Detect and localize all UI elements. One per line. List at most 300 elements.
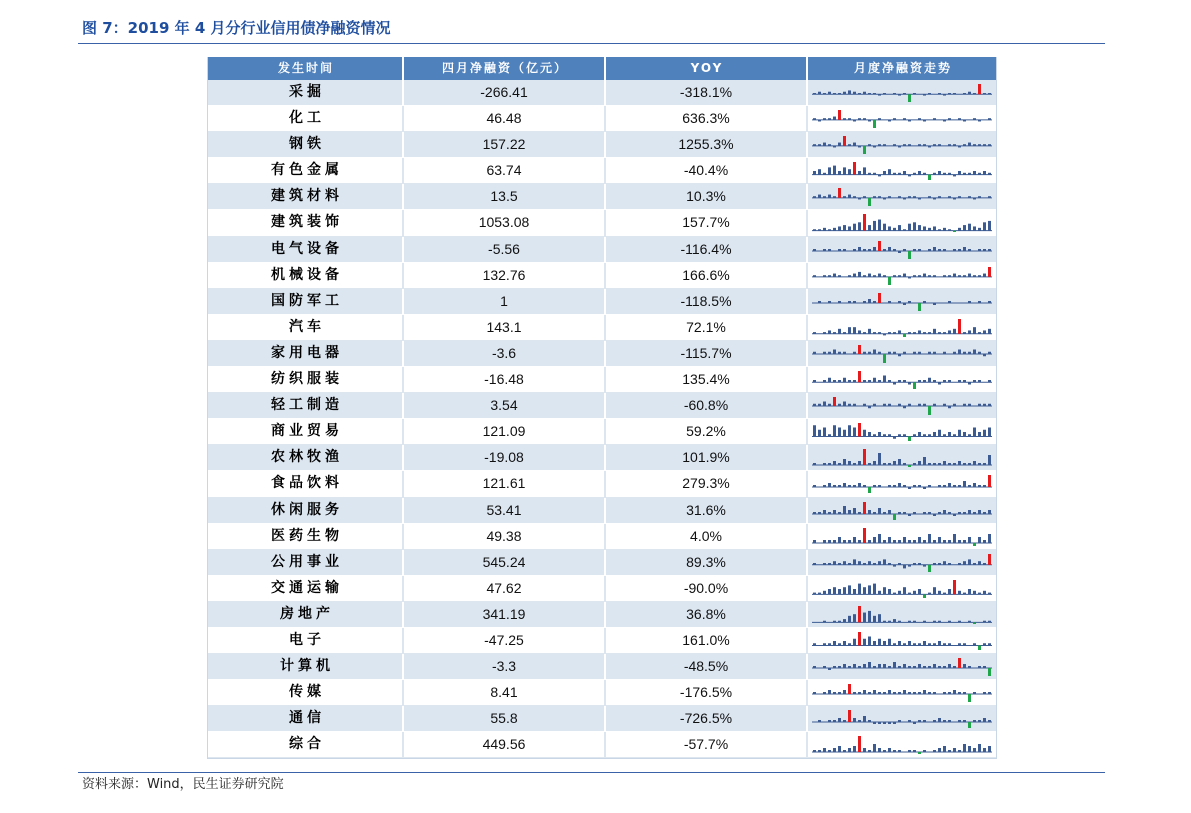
sparkline-bar xyxy=(983,430,986,437)
sparkline-bar xyxy=(903,485,906,487)
sparkline-bar xyxy=(848,169,851,174)
sparkline-bar xyxy=(813,485,816,487)
sparkline-bar xyxy=(898,621,901,623)
sparkline-bar xyxy=(973,349,976,354)
sparkline-bar xyxy=(988,93,991,94)
industry-name: 公用事业 xyxy=(208,550,404,576)
sparkline-bar xyxy=(928,534,931,543)
industry-name: 电子 xyxy=(208,628,404,654)
sparkline-bar xyxy=(913,591,916,595)
sparkline-bar xyxy=(923,94,926,95)
sparkline-bar xyxy=(963,352,966,354)
sparkline-bar xyxy=(883,512,886,514)
sparkline-bar xyxy=(818,301,821,303)
sparkline-bar xyxy=(838,589,841,594)
sparkline-bar xyxy=(928,666,931,668)
sparkline-bar xyxy=(838,643,841,645)
sparkline-bar xyxy=(823,591,826,595)
sparkline-bar xyxy=(973,144,976,146)
sparkline-bar xyxy=(878,144,881,146)
sparkline-bar xyxy=(843,197,846,199)
sparkline-bar xyxy=(923,120,926,122)
trend-sparkline xyxy=(810,238,994,262)
sparkline-bar xyxy=(918,692,921,694)
sparkline-bar xyxy=(983,249,986,251)
sparkline-min-bar xyxy=(923,594,926,598)
sparkline-bar xyxy=(813,512,816,514)
net-financing-value: -266.41 xyxy=(404,80,606,106)
table-row xyxy=(208,419,996,445)
sparkline-bar xyxy=(853,718,856,722)
sparkline-bar xyxy=(933,144,936,146)
sparkline-bar xyxy=(853,692,856,694)
table-row xyxy=(208,289,996,315)
sparkline-bar xyxy=(838,746,841,752)
sparkline-bar xyxy=(903,690,906,694)
sparkline-min-bar xyxy=(978,645,981,650)
sparkline-bar xyxy=(848,327,851,334)
sparkline-bar xyxy=(943,540,946,543)
sparkline-bar xyxy=(943,561,946,565)
sparkline-bar xyxy=(908,621,911,623)
sparkline-bar xyxy=(838,227,841,231)
sparkline-bar xyxy=(963,744,966,752)
sparkline-bar xyxy=(948,173,951,175)
sparkline-bar xyxy=(933,463,936,465)
industry-name: 汽车 xyxy=(208,315,404,341)
industry-name: 交通运输 xyxy=(208,576,404,602)
sparkline-max-bar xyxy=(958,319,961,334)
sparkline-bar xyxy=(888,404,891,406)
trend-cell xyxy=(808,498,996,524)
sparkline-bar xyxy=(828,483,831,487)
sparkline-bar xyxy=(948,540,951,543)
sparkline-bar xyxy=(968,621,971,623)
sparkline-bar xyxy=(858,223,861,231)
sparkline-bar xyxy=(988,510,991,514)
sparkline-bar xyxy=(883,198,886,200)
sparkline-bar xyxy=(813,144,816,146)
trend-cell xyxy=(808,576,996,602)
sparkline-bar xyxy=(853,143,856,146)
sparkline-bar xyxy=(978,144,981,146)
sparkline-bar xyxy=(853,485,856,487)
sparkline-bar xyxy=(923,301,926,303)
sparkline-bar xyxy=(848,666,851,668)
yoy-value: 89.3% xyxy=(606,550,808,576)
sparkline-bar xyxy=(853,352,856,354)
sparkline-bar xyxy=(878,639,881,646)
sparkline-bar xyxy=(868,273,871,276)
trend-sparkline xyxy=(810,394,994,418)
sparkline-bar xyxy=(883,275,886,277)
sparkline-bar xyxy=(848,144,851,146)
sparkline-bar xyxy=(923,273,926,276)
sparkline-bar xyxy=(858,483,861,487)
sparkline-bar xyxy=(828,301,831,303)
sparkline-bar xyxy=(978,120,981,122)
net-financing-value: -5.56 xyxy=(404,237,606,263)
sparkline-bar xyxy=(828,463,831,465)
sparkline-bar xyxy=(863,249,866,251)
table-row xyxy=(208,341,996,367)
sparkline-bar xyxy=(823,428,826,437)
industry-name: 食品饮料 xyxy=(208,471,404,497)
sparkline-bar xyxy=(928,197,931,199)
trend-cell xyxy=(808,732,996,758)
sparkline-max-bar xyxy=(863,528,866,543)
sparkline-bar xyxy=(838,485,841,487)
sparkline-bar xyxy=(843,352,846,354)
sparkline-bar xyxy=(898,330,901,333)
sparkline-bar xyxy=(848,195,851,198)
sparkline-bar xyxy=(903,144,906,146)
sparkline-bar xyxy=(908,175,911,177)
sparkline-bar xyxy=(858,666,861,668)
sparkline-bar xyxy=(823,463,826,465)
sparkline-bar xyxy=(908,382,911,384)
sparkline-bar xyxy=(873,378,876,383)
sparkline-bar xyxy=(953,198,956,200)
industry-name: 国防军工 xyxy=(208,289,404,315)
sparkline-bar xyxy=(958,197,961,199)
sparkline-bar xyxy=(863,92,866,95)
sparkline-bar xyxy=(823,510,826,514)
sparkline-bar xyxy=(863,716,866,722)
sparkline-bar xyxy=(853,301,856,303)
table-row xyxy=(208,158,996,184)
sparkline-bar xyxy=(833,720,836,722)
trend-sparkline xyxy=(810,603,994,627)
sparkline-bar xyxy=(948,144,951,146)
sparkline-bar xyxy=(893,662,896,668)
sparkline-bar xyxy=(913,563,916,565)
sparkline-bar xyxy=(983,718,986,722)
sparkline-bar xyxy=(863,118,866,120)
sparkline-bar xyxy=(958,750,961,752)
sparkline-bar xyxy=(853,664,856,668)
sparkline-bar xyxy=(903,273,906,276)
sparkline-bar xyxy=(818,169,821,174)
trend-cell xyxy=(808,237,996,263)
yoy-value: 36.8% xyxy=(606,602,808,628)
sparkline-bar xyxy=(843,561,846,565)
sparkline-bar xyxy=(928,512,931,514)
sparkline-bar xyxy=(918,485,921,487)
header-net-financing: 四月净融资（亿元） xyxy=(404,57,606,80)
sparkline-bar xyxy=(898,591,901,595)
sparkline-bar xyxy=(968,224,971,231)
sparkline-bar xyxy=(883,249,886,251)
sparkline-bar xyxy=(958,621,961,623)
sparkline-bar xyxy=(818,195,821,198)
sparkline-bar xyxy=(838,143,841,146)
industry-name: 化工 xyxy=(208,106,404,132)
trend-sparkline xyxy=(810,499,994,523)
sparkline-bar xyxy=(943,173,946,175)
trend-sparkline xyxy=(810,107,994,131)
sparkline-bar xyxy=(953,666,956,668)
sparkline-bar xyxy=(853,614,856,622)
trend-cell xyxy=(808,132,996,158)
sparkline-bar xyxy=(898,750,901,752)
sparkline-max-bar xyxy=(853,162,856,175)
sparkline-max-bar xyxy=(953,580,956,594)
table-row xyxy=(208,263,996,289)
sparkline-bar xyxy=(938,537,941,543)
sparkline-bar xyxy=(828,512,831,514)
sparkline-bar xyxy=(953,748,956,752)
sparkline-bar xyxy=(893,173,896,175)
sparkline-min-bar xyxy=(918,303,921,311)
sparkline-bar xyxy=(928,93,931,94)
sparkline-bar xyxy=(988,592,991,594)
sparkline-max-bar xyxy=(858,632,861,646)
yoy-value: 4.0% xyxy=(606,524,808,550)
sparkline-bar xyxy=(918,198,921,200)
sparkline-max-bar xyxy=(843,136,846,146)
trend-cell xyxy=(808,445,996,471)
sparkline-bar xyxy=(958,171,961,175)
sparkline-bar xyxy=(983,171,986,175)
sparkline-bar xyxy=(878,508,881,514)
trend-cell xyxy=(808,158,996,184)
sparkline-bar xyxy=(818,92,821,95)
table-row xyxy=(208,550,996,576)
sparkline-bar xyxy=(843,226,846,232)
sparkline-bar xyxy=(898,404,901,406)
sparkline-bar xyxy=(908,487,911,489)
sparkline-bar xyxy=(938,230,941,231)
sparkline-bar xyxy=(918,171,921,175)
sparkline-bar xyxy=(813,197,816,199)
sparkline-bar xyxy=(893,564,896,566)
sparkline-bar xyxy=(908,592,911,594)
sparkline-bar xyxy=(873,197,876,199)
sparkline-bar xyxy=(948,589,951,594)
sparkline-bar xyxy=(873,275,876,277)
sparkline-bar xyxy=(898,641,901,646)
sparkline-bar xyxy=(843,168,846,175)
sparkline-bar xyxy=(933,540,936,543)
trend-sparkline xyxy=(810,707,994,731)
sparkline-bar xyxy=(973,461,976,465)
sparkline-bar xyxy=(893,249,896,251)
sparkline-bar xyxy=(883,171,886,175)
industry-name: 机械设备 xyxy=(208,263,404,289)
net-financing-value: 121.09 xyxy=(404,419,606,445)
sparkline-bar xyxy=(918,643,921,645)
sparkline-bar xyxy=(888,227,891,231)
sparkline-bar xyxy=(903,406,906,408)
trend-cell xyxy=(808,654,996,680)
sparkline-bar xyxy=(888,380,891,382)
sparkline-bar xyxy=(938,93,941,94)
sparkline-min-bar xyxy=(868,487,871,493)
industry-name: 建筑装饰 xyxy=(208,210,404,236)
sparkline-bar xyxy=(908,276,911,278)
yoy-value: -115.7% xyxy=(606,341,808,367)
sparkline-bar xyxy=(913,434,916,436)
sparkline-bar xyxy=(938,718,941,722)
table-row xyxy=(208,498,996,524)
sparkline-bar xyxy=(898,483,901,487)
sparkline-bar xyxy=(823,275,826,277)
sparkline-bar xyxy=(828,195,831,198)
trend-sparkline xyxy=(810,185,994,209)
sparkline-bar xyxy=(903,434,906,436)
sparkline-bar xyxy=(883,641,886,646)
sparkline-bar xyxy=(913,750,916,752)
net-financing-value: 449.56 xyxy=(404,732,606,758)
sparkline-bar xyxy=(978,592,981,594)
net-financing-value: 132.76 xyxy=(404,263,606,289)
sparkline-bar xyxy=(923,434,926,436)
sparkline-bar xyxy=(858,330,861,333)
sparkline-bar xyxy=(923,173,926,175)
sparkline-bar xyxy=(948,720,951,722)
sparkline-bar xyxy=(873,221,876,231)
sparkline-bar xyxy=(943,461,946,465)
sparkline-bar xyxy=(853,120,856,122)
sparkline-min-bar xyxy=(908,251,911,259)
sparkline-bar xyxy=(868,636,871,645)
sparkline-bar xyxy=(988,428,991,437)
sparkline-bar xyxy=(938,641,941,646)
sparkline-bar xyxy=(948,563,951,565)
sparkline-bar xyxy=(893,93,896,94)
sparkline-bar xyxy=(868,585,871,594)
sparkline-bar xyxy=(938,621,941,623)
sparkline-max-bar xyxy=(863,502,866,514)
sparkline-bar xyxy=(893,437,896,439)
sparkline-bar xyxy=(883,463,886,465)
trend-sparkline xyxy=(810,290,994,314)
sparkline-bar xyxy=(873,434,876,436)
sparkline-min-bar xyxy=(968,694,971,702)
sparkline-bar xyxy=(938,485,941,487)
industry-name: 传媒 xyxy=(208,680,404,706)
sparkline-bar xyxy=(988,621,991,623)
sparkline-bar xyxy=(943,746,946,752)
sparkline-bar xyxy=(888,197,891,199)
sparkline-bar xyxy=(943,352,946,354)
sparkline-bar xyxy=(903,93,906,94)
sparkline-bar xyxy=(933,227,936,231)
sparkline-bar xyxy=(838,171,841,175)
sparkline-bar xyxy=(863,197,866,199)
sparkline-bar xyxy=(963,720,966,722)
sparkline-bar xyxy=(878,273,881,276)
sparkline-bar xyxy=(918,330,921,333)
sparkline-bar xyxy=(988,301,991,303)
sparkline-bar xyxy=(878,332,881,334)
trend-sparkline xyxy=(810,472,994,496)
sparkline-bar xyxy=(813,171,816,175)
sparkline-bar xyxy=(963,332,966,334)
net-financing-value: 341.19 xyxy=(404,602,606,628)
sparkline-bar xyxy=(923,641,926,646)
sparkline-bar xyxy=(823,173,826,175)
trend-sparkline xyxy=(810,159,994,183)
sparkline-min-bar xyxy=(928,406,931,415)
sparkline-bar xyxy=(968,404,971,406)
sparkline-bar xyxy=(948,118,951,120)
sparkline-bar xyxy=(813,540,816,543)
trend-sparkline xyxy=(810,368,994,392)
sparkline-bar xyxy=(813,118,816,120)
sparkline-bar xyxy=(963,380,966,382)
sparkline-bar xyxy=(948,275,951,277)
industry-name: 纺织服装 xyxy=(208,367,404,393)
sparkline-bar xyxy=(963,540,966,543)
sparkline-bar xyxy=(923,404,926,406)
sparkline-max-bar xyxy=(858,423,861,437)
sparkline-bar xyxy=(978,352,981,354)
sparkline-bar xyxy=(823,563,826,565)
sparkline-bar xyxy=(893,722,896,724)
sparkline-bar xyxy=(853,404,856,406)
sparkline-bar xyxy=(928,592,931,594)
sparkline-bar xyxy=(983,643,986,645)
sparkline-bar xyxy=(813,404,816,406)
sparkline-bar xyxy=(903,537,906,543)
trend-sparkline xyxy=(810,446,994,470)
sparkline-bar xyxy=(963,120,966,122)
sparkline-bar xyxy=(893,643,896,645)
sparkline-bar xyxy=(868,329,871,334)
sparkline-bar xyxy=(833,349,836,354)
sparkline-bar xyxy=(893,118,896,120)
sparkline-bar xyxy=(918,380,921,382)
sparkline-bar xyxy=(818,404,821,406)
sparkline-bar xyxy=(983,485,986,487)
sparkline-bar xyxy=(973,93,976,94)
sparkline-min-bar xyxy=(893,514,896,520)
sparkline-bar xyxy=(983,463,986,465)
sparkline-bar xyxy=(818,120,821,122)
sparkline-bar xyxy=(863,168,866,175)
sparkline-bar xyxy=(933,118,936,120)
sparkline-bar xyxy=(953,249,956,251)
sparkline-bar xyxy=(883,334,886,336)
sparkline-bar xyxy=(943,380,946,382)
industry-name: 通信 xyxy=(208,706,404,732)
sparkline-bar xyxy=(888,621,891,623)
sparkline-bar xyxy=(903,643,906,645)
sparkline-min-bar xyxy=(928,175,931,180)
sparkline-bar xyxy=(923,720,926,722)
sparkline-bar xyxy=(933,692,936,694)
sparkline-bar xyxy=(853,273,856,276)
sparkline-bar xyxy=(968,197,971,199)
sparkline-bar xyxy=(898,540,901,543)
sparkline-bar xyxy=(853,559,856,564)
sparkline-bar xyxy=(858,540,861,543)
trend-cell xyxy=(808,628,996,654)
sparkline-bar xyxy=(958,146,961,148)
sparkline-bar xyxy=(873,461,876,465)
sparkline-bar xyxy=(938,332,941,334)
industry-name: 农林牧渔 xyxy=(208,445,404,471)
trend-cell xyxy=(808,471,996,497)
sparkline-bar xyxy=(888,301,891,303)
sparkline-bar xyxy=(938,197,941,199)
sparkline-bar xyxy=(938,382,941,384)
sparkline-bar xyxy=(968,666,971,668)
sparkline-bar xyxy=(953,175,956,177)
sparkline-bar xyxy=(843,483,846,487)
